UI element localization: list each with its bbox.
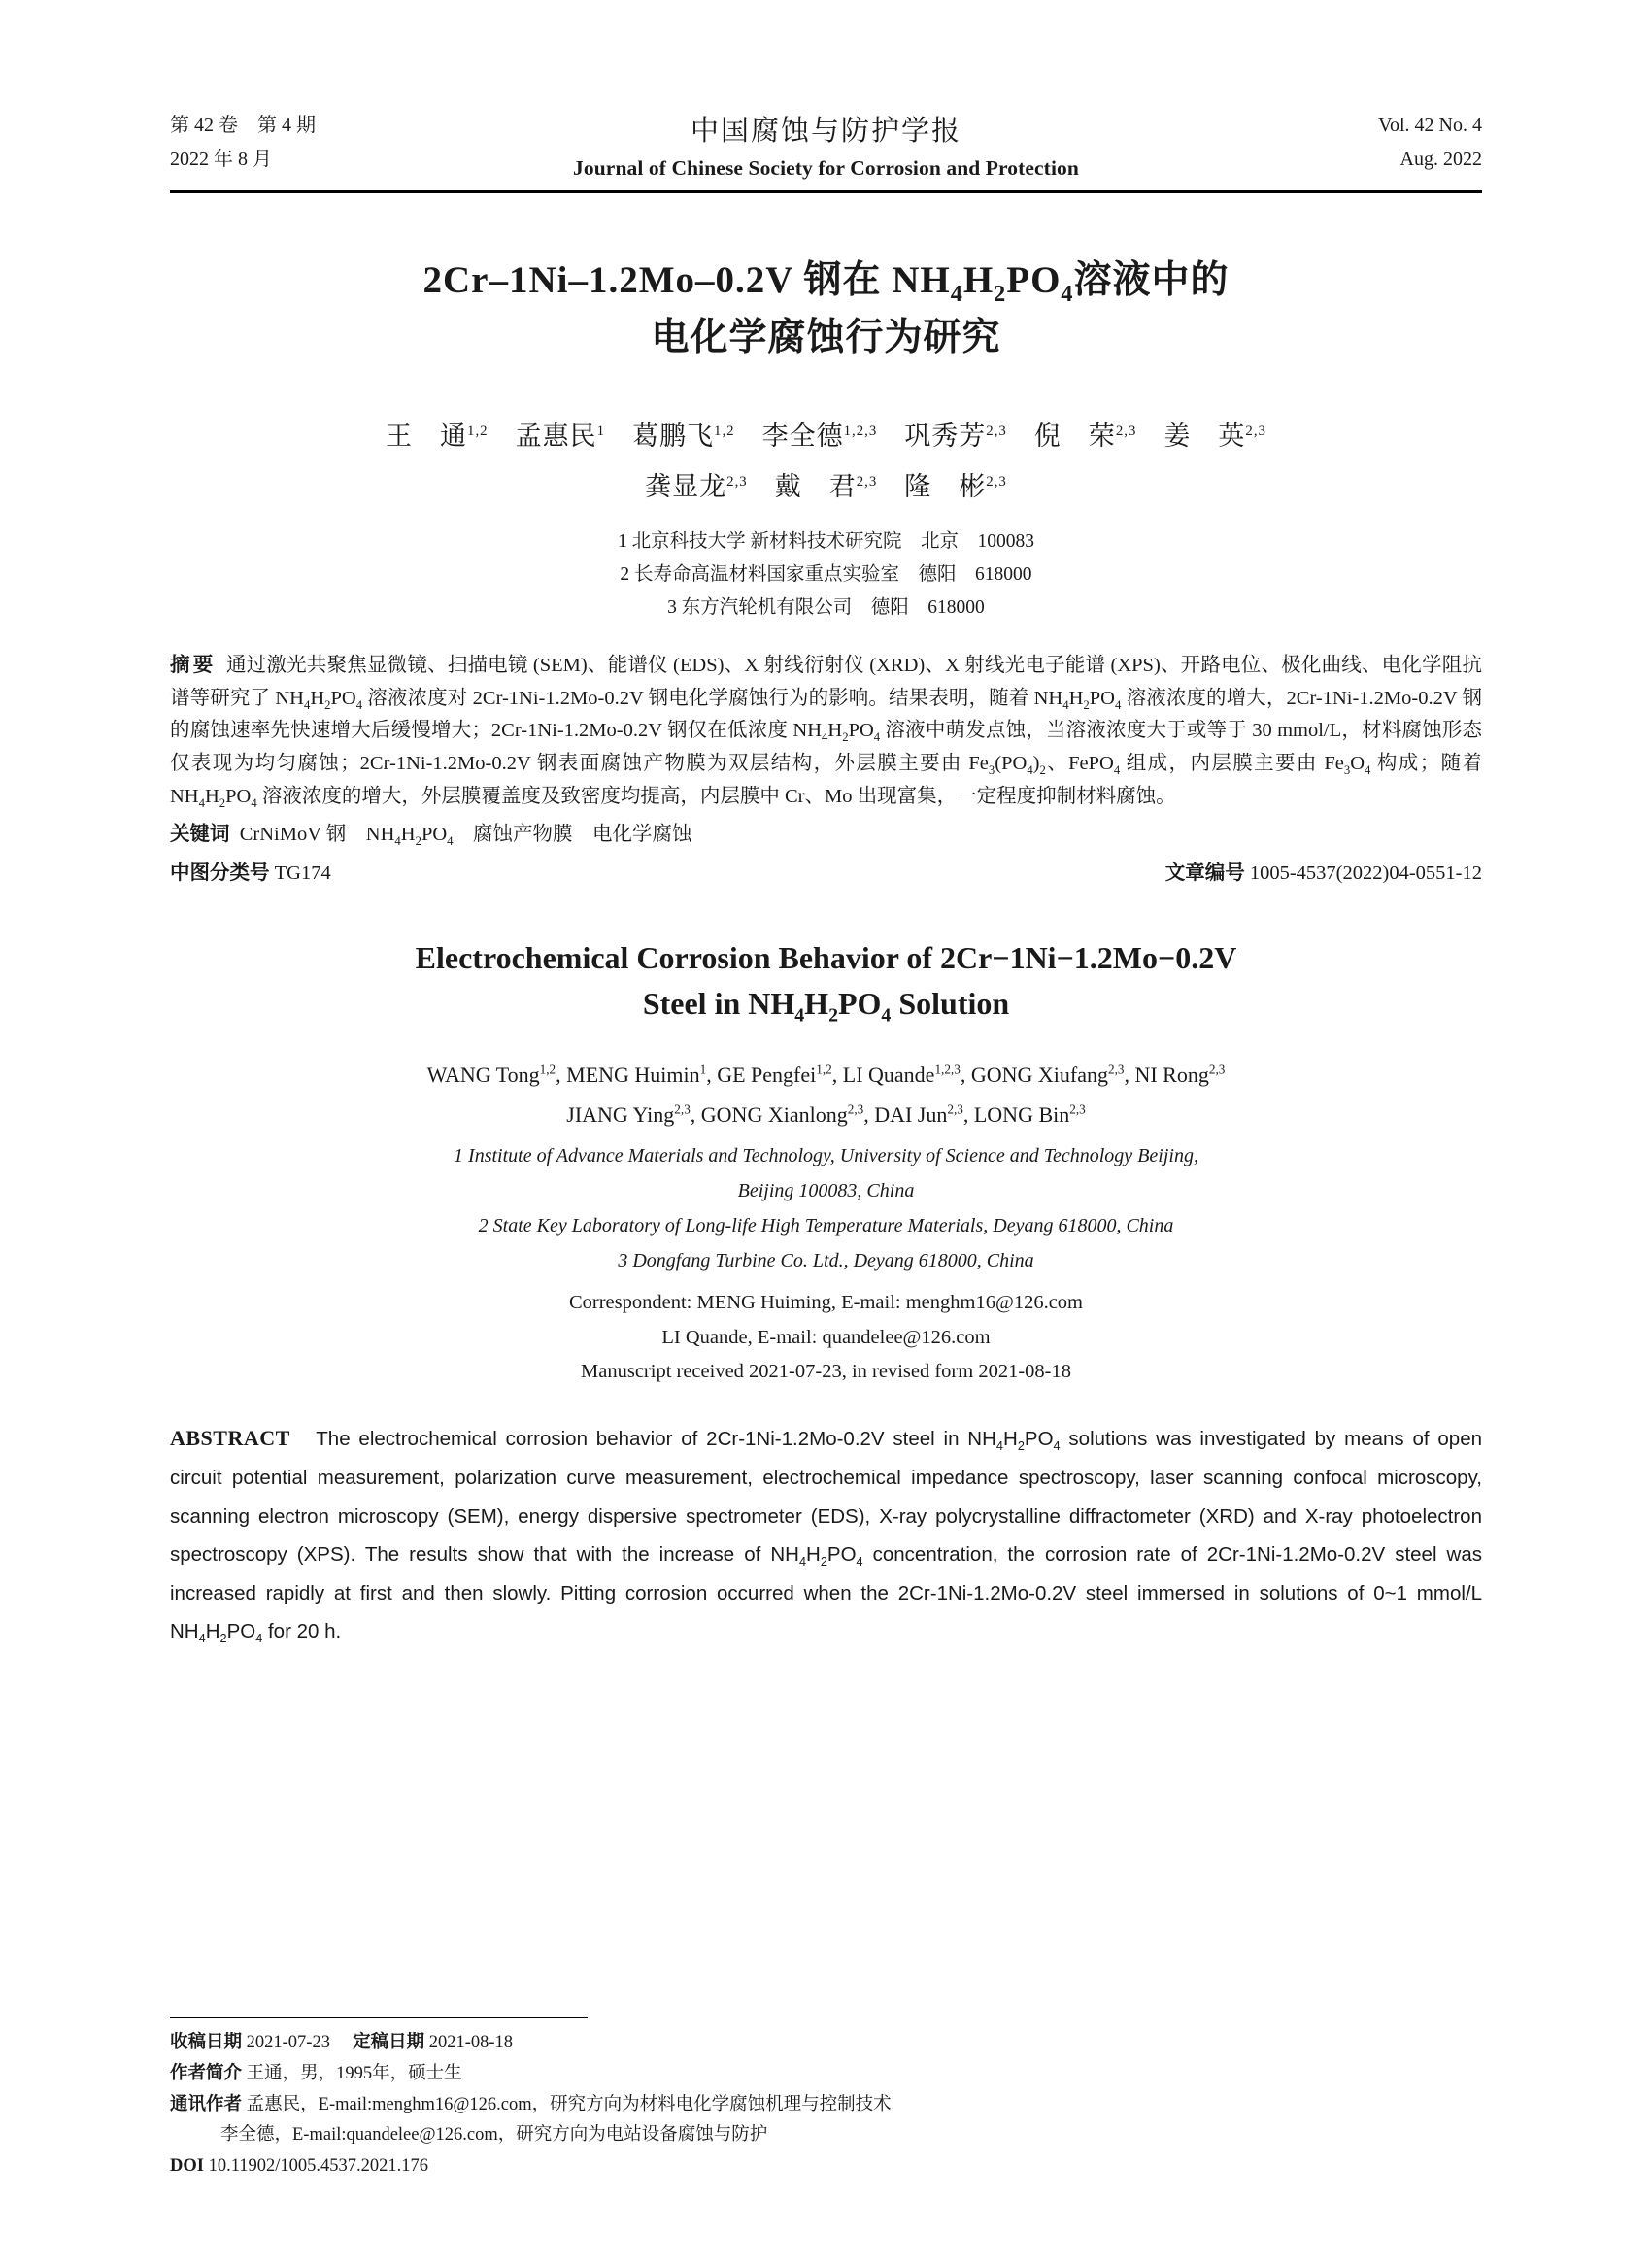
- title-cn-seg1: 2Cr–1Ni–1.2Mo–0.2V 钢在 NH: [422, 259, 951, 301]
- footnote-block: [170, 2017, 1482, 2182]
- footnote-doi-value: 10.11902/1005.4537.2021.176: [208, 2156, 429, 2177]
- author-name: 戴 君: [774, 471, 857, 501]
- volume-issue-block: [170, 109, 413, 177]
- page-title-en-line2: [170, 981, 1482, 1031]
- author-name: 巩秀芳: [904, 422, 987, 452]
- abstract-en-body: The electrochemical corrosion behavior of 2Cr-1Ni-1.2Mo-0.2V steel in $NH_4H_2PO_4$ solutions was investigated by means of open circuit potential measurement, polarization curve measurement, electrochemical impedance spectroscopy, laser scanning confocal microscopy, scanning electron microscopy (SEM), energy dispersive spectrometer (EDS), X-ray polycrystalline diffractometer (XRD) and X-ray photoelectron spectroscopy (XPS). The results show that with the increase of $NH_4H_2PO_4$ concentration, the corrosion rate of 2Cr-1Ni-1.2Mo-0.2V steel was increased rapidly at first and then slowly. Pitting corrosion occurred when the 2Cr-1Ni-1.2Mo-0.2V steel immersed in solutions of 0~1 mmol/L $NH_4H_2PO_4$ for 20 h.: [170, 1428, 1482, 1646]
- author-name: 李全德: [761, 422, 844, 452]
- title-en-sub3: 4: [881, 1004, 892, 1027]
- abstract-cn-label: 摘要: [170, 655, 217, 677]
- footnote-corresponding-label: 通讯作者: [170, 2094, 243, 2114]
- clc-row: [170, 856, 1482, 885]
- affiliation-list-cn: [170, 525, 1482, 625]
- journal-name-en: Journal of Chinese Society for Corrosion and Protection: [573, 156, 1079, 180]
- title-en-sub1: 4: [794, 1004, 805, 1027]
- author-name: GONG Xianlong: [700, 1101, 848, 1127]
- masthead-divider: [170, 190, 1482, 193]
- title-cn-seg4: 溶液中的: [1073, 259, 1230, 301]
- correspondence-line: Correspondent: MENG Huiming, E-mail: menghm16@126.com: [568, 1292, 1084, 1314]
- author-name: DAI Jun: [874, 1101, 948, 1127]
- author-affiliation-marker: 1: [596, 423, 606, 440]
- footnote-accepted-label: 定稿日期: [353, 2032, 425, 2052]
- author-affiliation-marker: 2,3: [1115, 423, 1137, 440]
- author-affiliation-marker: 1,2: [467, 423, 489, 440]
- author-affiliation-marker: 2,3: [856, 473, 878, 490]
- author-affiliation-marker: 2,3: [726, 473, 748, 490]
- affiliation-en: Beijing 100083, China: [737, 1180, 915, 1202]
- title-cn-sub2: 2: [994, 280, 1007, 307]
- author-name: JIANG Ying: [566, 1101, 675, 1127]
- footnote-received: [170, 2028, 1482, 2059]
- footnote-received-label: 收稿日期: [170, 2032, 243, 2052]
- author-affiliation-marker: 2,3: [674, 1101, 691, 1117]
- issue-date-en: Aug. 2022: [1399, 149, 1482, 170]
- affiliation-cn: 3 东方汽轮机有限公司 德阳 618000: [667, 597, 985, 619]
- abstract-cn: [170, 650, 1482, 813]
- author-name: 姜 英: [1163, 422, 1246, 452]
- author-affiliation-marker: 1: [699, 1062, 707, 1077]
- author-name: LI Quande: [842, 1063, 935, 1088]
- article-number-label: 文章编号: [1164, 862, 1245, 884]
- title-cn-seg3: PO: [1006, 259, 1062, 301]
- article-number-value: 1005-4537(2022)04-0551-12: [1249, 862, 1482, 884]
- author-affiliation-marker: 2,3: [1069, 1101, 1086, 1117]
- footnote-author-bio-text: 王通，男，1995年，硕士生: [246, 2063, 462, 2083]
- author-list-en: [170, 1056, 1482, 1134]
- author-affiliation-marker: 1,2: [714, 423, 735, 440]
- footnote-received-date: 2021-07-23: [246, 2032, 330, 2052]
- article-number: [1165, 856, 1482, 885]
- title-en-seg3: PO: [837, 986, 882, 1022]
- affiliation-en: 1 Institute of Advance Materials and Technology, University of Science and Technology Beijing,: [454, 1145, 1198, 1167]
- author-name: 孟惠民: [515, 422, 597, 452]
- title-cn-seg2: H: [962, 259, 995, 301]
- footnote-corresponding-2: 李全德，E-mail:quandelee@126.com，研究方向为电站设备腐蚀与防护: [220, 2125, 768, 2146]
- volume-issue-cn: 第 42 卷 第 4 期: [170, 115, 316, 136]
- footnote-author-bio-label: 作者简介: [170, 2063, 243, 2083]
- author-name: LONG Bin: [973, 1101, 1070, 1127]
- affiliation-en: 3 Dongfang Turbine Co. Ltd., Deyang 618000, China: [618, 1250, 1034, 1272]
- page-title-en: [170, 935, 1482, 1031]
- footnote-author-bio: [170, 2059, 1482, 2090]
- author-affiliation-marker: 2,3: [1107, 1062, 1125, 1077]
- page-title-cn: [170, 253, 1482, 365]
- author-list-cn: [170, 412, 1482, 512]
- title-cn-sub3: 4: [1061, 280, 1074, 307]
- title-en-seg1: Steel in NH: [642, 986, 795, 1022]
- author-affiliation-marker: 1,2,3: [843, 423, 878, 440]
- journal-masthead: [170, 0, 1482, 181]
- author-name: 龚显龙: [645, 471, 727, 501]
- volume-issue-en: Vol. 42 No. 4: [1378, 115, 1482, 136]
- title-en-sub2: 2: [828, 1004, 838, 1027]
- abstract-en-label: ABSTRACT: [170, 1426, 290, 1451]
- author-affiliation-marker: 1,2: [816, 1062, 832, 1077]
- author-affiliation-marker: 2,3: [986, 423, 1007, 440]
- author-name: 隆 彬: [904, 471, 987, 501]
- clc-value: TG174: [274, 862, 331, 884]
- correspondence-block: [170, 1286, 1482, 1389]
- footnote-corresponding: [170, 2090, 1482, 2121]
- footnote-divider: [170, 2017, 588, 2018]
- author-name: GE Pengfei: [717, 1063, 817, 1088]
- footnote-doi: [170, 2151, 1482, 2182]
- footnote-corresponding-text: 孟惠民，E-mail:menghm16@126.com，研究方向为材料电化学腐蚀机理与控制技术: [246, 2094, 892, 2114]
- author-affiliation-marker: 2,3: [847, 1101, 864, 1117]
- author-name: MENG Huimin: [566, 1063, 700, 1088]
- correspondence-line: Manuscript received 2021-07-23, in revised form 2021-08-18: [581, 1360, 1071, 1382]
- affiliation-cn: 1 北京科技大学 新材料技术研究院 北京 100083: [617, 531, 1034, 552]
- author-name: 王 通: [386, 422, 468, 452]
- page-title-cn-line2: 电化学腐蚀行为研究: [651, 316, 1001, 358]
- journal-name-cn: 中国腐蚀与防护学报: [690, 116, 961, 147]
- keywords-cn-label: 关键词: [170, 824, 230, 846]
- author-line-en-1: WANG Tong$^{1,2}$, MENG Huimin$^1$, GE Pengfei$^{1,2}$, LI Quande$^{1,2,3}$, GONG Xiufang$^{2,3}$, NI Rong$^{2,3}$: [426, 1062, 1226, 1088]
- affiliation-cn: 2 长寿命高温材料国家重点实验室 德阳 618000: [620, 564, 1032, 586]
- volume-issue-block-en: [1239, 109, 1482, 177]
- affiliation-list-en: [170, 1138, 1482, 1278]
- abstract-en: [170, 1418, 1482, 1650]
- author-name: 倪 荣: [1033, 422, 1116, 452]
- keywords-cn: [170, 819, 1482, 852]
- author-name: WANG Tong: [426, 1063, 540, 1088]
- author-affiliation-marker: 2,3: [986, 473, 1007, 490]
- author-affiliation-marker: 1,2: [539, 1062, 556, 1077]
- author-line-cn-2: [170, 462, 1482, 512]
- author-name: GONG Xiufang: [970, 1063, 1108, 1088]
- author-affiliation-marker: 2,3: [1208, 1062, 1226, 1077]
- footnote-doi-label: DOI: [170, 2156, 204, 2177]
- page-title-cn-line1: [170, 253, 1482, 311]
- author-line-cn-1: [170, 412, 1482, 461]
- clc-label: 中图分类号: [170, 862, 270, 884]
- title-en-seg2: H: [804, 986, 829, 1022]
- affiliation-en: 2 State Key Laboratory of Long-life High Temperature Materials, Deyang 618000, China: [478, 1215, 1174, 1237]
- journal-title-block: [413, 109, 1239, 181]
- author-name: 葛鹏飞: [632, 422, 715, 452]
- footnote-accepted-date: 2021-08-18: [428, 2032, 514, 2052]
- abstract-cn-body: 通过激光共聚焦显微镜、扫描电镜 (SEM)、能谱仪 (EDS)、X 射线衍射仪 (XRD)、X 射线光电子能谱 (XPS)、开路电位、极化曲线、电化学阻抗谱等研究了 $NH_4H_2PO_4$ 溶液浓度对 2Cr-1Ni-1.2Mo-0.2V 钢电化学腐蚀行为的影响。结果表明，随着 $NH_4H_2PO_4$ 溶液浓度的增大，2Cr-1Ni-1.2Mo-0.2V 钢的腐蚀速率先快速增大后缓慢增大；2Cr-1Ni-1.2Mo-0.2V 钢仅在低浓度 $NH_4H_2PO_4$ 溶液中萌发点蚀，当溶液浓度大于或等于 30 mmol/L，材料腐蚀形态仅表现为均匀腐蚀；2Cr-1Ni-1.2Mo-0.2V 钢表面腐蚀产物膜为双层结构，外层膜主要由 $Fe_3(PO_4)_2$、FePO$_4$ 组成，内层膜主要由 $Fe_3O_4$ 构成；随着 $NH_4H_2PO_4$ 溶液浓度的增大，外层膜覆盖度及致密度均提高，内层膜中 Cr、Mo 出现富集，一定程度抑制材料腐蚀。: [170, 655, 1483, 810]
- author-affiliation-marker: 1,2,3: [934, 1062, 961, 1077]
- title-en-seg4: Solution: [891, 986, 1010, 1022]
- keywords-cn-body: CrNiMoV 钢 $NH_4H_2PO_4$ 腐蚀产物膜 电化学腐蚀: [234, 824, 692, 849]
- clc-number: [170, 856, 331, 885]
- issue-date-cn: 2022 年 8 月: [170, 149, 272, 170]
- page-title-en-line1: Electrochemical Corrosion Behavior of 2Cr−1Ni−1.2Mo−0.2V: [415, 939, 1237, 975]
- title-cn-sub1: 4: [950, 280, 963, 307]
- author-name: NI Rong: [1134, 1063, 1209, 1088]
- author-line-en-2: JIANG Ying$^{2,3}$, GONG Xianlong$^{2,3}$, DAI Jun$^{2,3}$, LONG Bin$^{2,3}$: [566, 1101, 1086, 1127]
- correspondence-line: LI Quande, E-mail: quandelee@126.com: [661, 1326, 991, 1348]
- author-affiliation-marker: 2,3: [947, 1101, 963, 1117]
- author-affiliation-marker: 2,3: [1245, 423, 1266, 440]
